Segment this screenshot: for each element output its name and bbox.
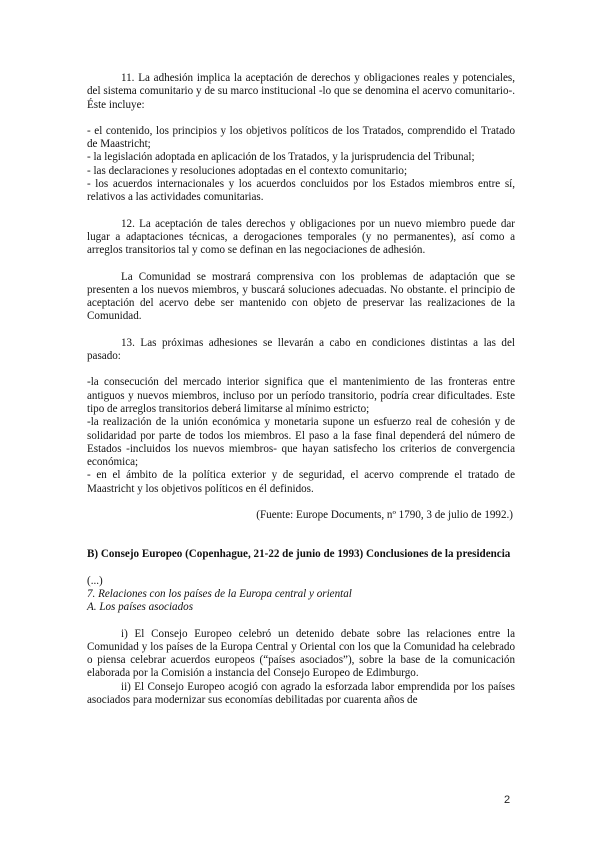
list-item: -la realización de la unión económica y monetaria supone un esfuerzo real de cohesión y de solidaridad por parte de todos los miembros. El paso a la fase final dependerá del número de Estados -incluidos los nuevos miembros- que hayan satisfecho los criterios de convergencia económica; bbox=[87, 416, 515, 469]
page-number: 2 bbox=[504, 794, 511, 806]
list-item: - las declaraciones y resoluciones adoptadas en el contexto comunitario; bbox=[87, 164, 408, 177]
subheading-paises-asociados: A. Los países asociados bbox=[87, 601, 194, 614]
list-item: -la consecución del mercado interior significa que el mantenimiento de las fronteras entre antiguos y nuevos miembros, incluso por un período transitorio, podría crear dificultades. Este tipo de arreglos transitorios deberá limitarse al mínimo estricto; bbox=[87, 376, 515, 415]
paragraph-11: 11. La adhesión implica la aceptación de derechos y obligaciones reales y potenciales, del sistema comunitario y de su marco institucional -lo que se denomina el acervo comunitario-. Éste incluye: bbox=[87, 72, 515, 111]
paragraph-ii: ii) El Consejo Europeo acogió con agrado la esforzada labor emprendida por los países asociados para modernizar sus economías debilitadas por cuarenta años de bbox=[87, 680, 515, 706]
source-citation: (Fuente: Europe Documents, nº 1790, 3 de julio de 1992.) bbox=[256, 509, 513, 522]
ellipsis: (...) bbox=[87, 574, 103, 587]
paragraph-i: i) El Consejo Europeo celebró un detenido debate sobre las relaciones entre la Comunidad y los países de la Europa Central y Oriental con los que la Comunidad ha celebrado o piensa celebrar acuerdos europeos (“países asociados”), sobre la base de la comunicación elaborada por la Comisión a instancia del Consejo Europeo de Edimburgo. bbox=[87, 627, 515, 680]
list-item: - el contenido, los principios y los objetivos políticos de los Tratados, comprendido el Tratado de Maastricht; bbox=[87, 124, 515, 151]
paragraph-12: 12. La aceptación de tales derechos y obligaciones por un nuevo miembro puede dar lugar a adaptaciones técnicas, a derogaciones temporales (y no permanentes), así como a arreglos transitorios tal y como se definan en las negociaciones de adhesión. bbox=[87, 217, 515, 257]
section-heading: B) Consejo Europeo (Copenhague, 21-22 de junio de 1993) Conclusiones de la presidencia bbox=[87, 548, 511, 561]
list-item: - la legislación adoptada en aplicación de los Tratados, y la jurisprudencia del Tribunal; bbox=[87, 151, 475, 164]
paragraph-12b: La Comunidad se mostrará comprensiva con los problemas de adaptación que se presenten a los nuevos miembros, y buscará soluciones adecuadas. No obstante. el principio de aceptación del acervo debe ser mantenido con objeto de preservar las realizaciones de la Comunidad. bbox=[87, 270, 515, 323]
subheading-relaciones: 7. Relaciones con los países de la Europa central y oriental bbox=[87, 587, 352, 600]
document-body bbox=[87, 72, 515, 707]
list-item: - los acuerdos internacionales y los acuerdos concluidos por los Estados miembros entre sí, relativos a las actividades comunitarias. bbox=[87, 178, 515, 204]
list-item: - en el ámbito de la política exterior y de seguridad, el acervo comprende el tratado de Maastricht y los objetivos políticos en él definidos. bbox=[87, 469, 515, 495]
paragraph-13: 13. Las próximas adhesiones se llevarán a cabo en condiciones distintas a las del pasado: bbox=[87, 336, 515, 363]
